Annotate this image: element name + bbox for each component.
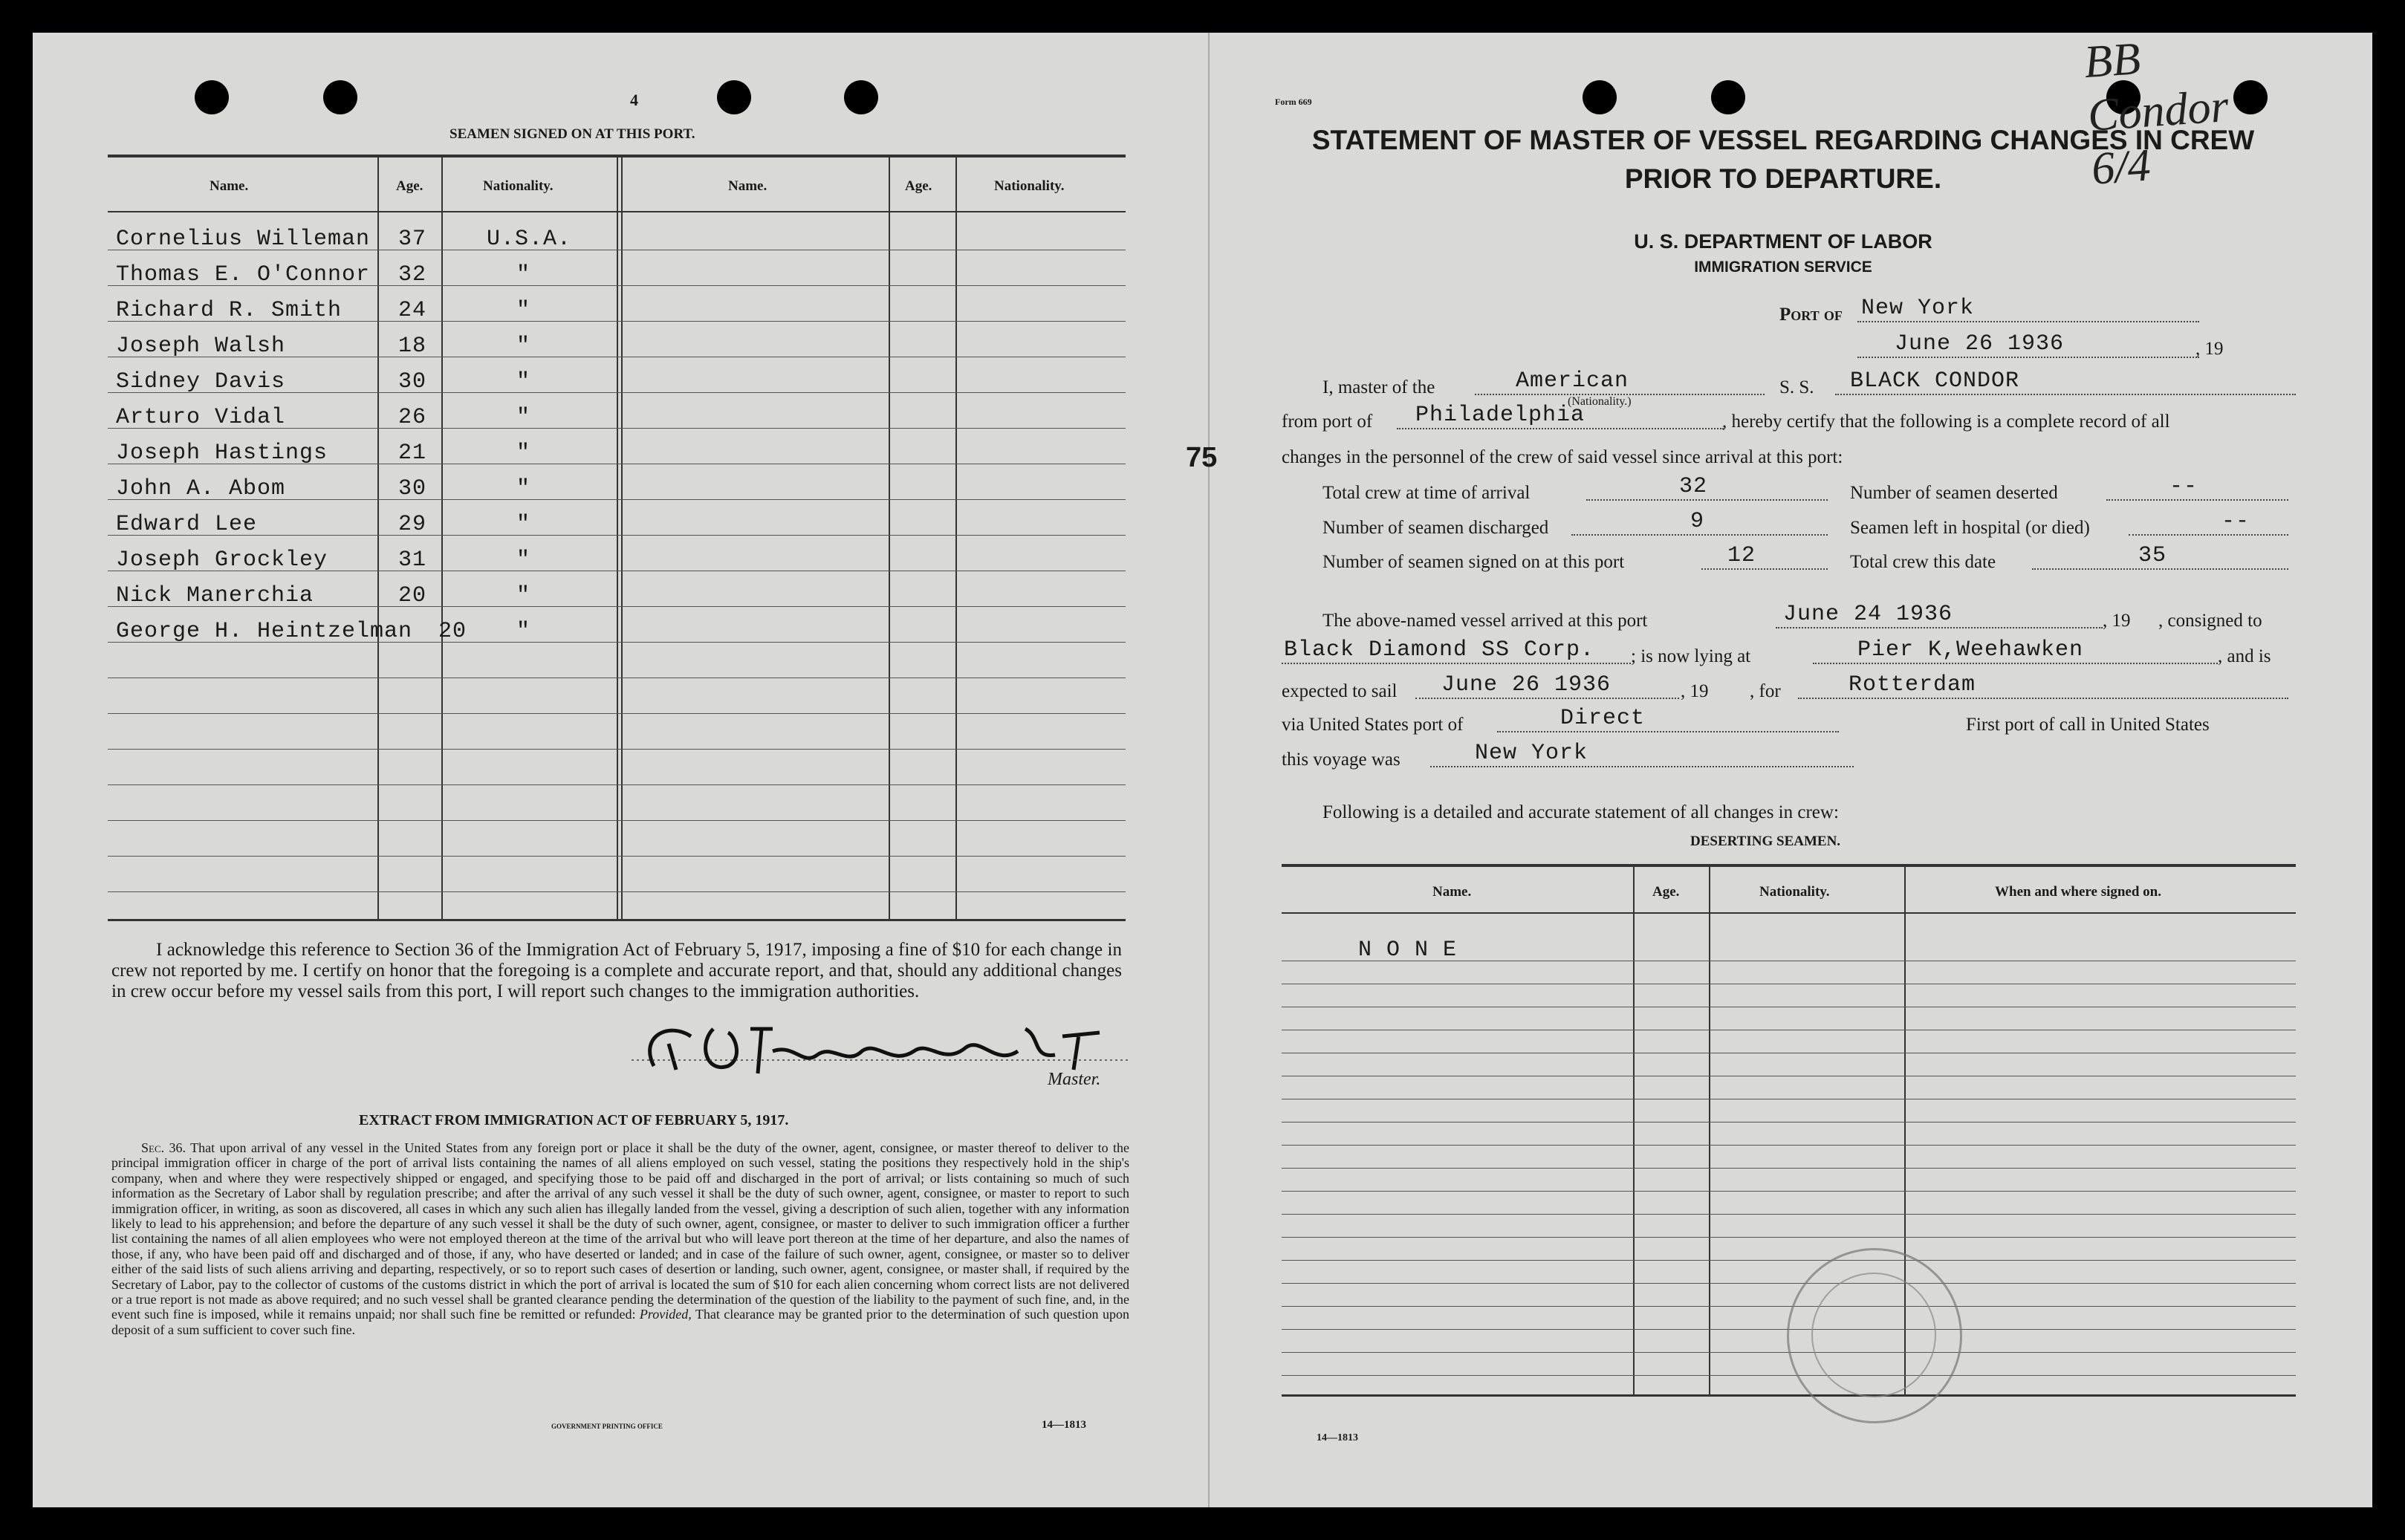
total-crew-date-value: 35 xyxy=(2138,543,2167,568)
seaman-age: 18 xyxy=(398,334,427,359)
deserting-table-top xyxy=(1282,864,2296,867)
deserting-col-nationality: Nationality. xyxy=(1759,884,1830,900)
column-rule xyxy=(617,157,618,919)
following-text: Following is a detailed and accurate statement of all changes in crew: xyxy=(1322,802,1839,822)
form-number: Form 669 xyxy=(1275,97,1312,107)
right-form-code: 14—1813 xyxy=(1317,1432,1358,1443)
column-rule xyxy=(955,157,957,919)
deserting-header-rule xyxy=(1282,912,2296,914)
immigration-stamp xyxy=(1787,1248,1962,1423)
seaman-age: 24 xyxy=(398,298,427,323)
col-header-nationality-2: Nationality. xyxy=(994,178,1065,194)
arrived-year-suffix: , 19 xyxy=(2103,611,2131,631)
ship-name: BLACK CONDOR xyxy=(1850,368,2020,394)
handwritten-note: BB Condor 6/4 xyxy=(2082,33,2230,195)
discharged-label: Number of seamen discharged xyxy=(1322,518,1549,538)
date-value: June 26 1936 xyxy=(1895,331,2065,357)
punch-hole xyxy=(844,80,878,114)
row-rule xyxy=(108,749,1126,750)
deserting-col-age: Age. xyxy=(1652,884,1680,900)
hospital-line xyxy=(2129,534,2288,536)
via-value: Direct xyxy=(1560,706,1646,731)
from-port-line xyxy=(1397,428,1724,429)
seaman-age: 32 xyxy=(398,262,427,287)
first-port-label: First port of call in United States xyxy=(1966,715,2210,735)
from-port-label: from port of xyxy=(1282,412,1373,432)
ss-label: S. S. xyxy=(1779,377,1814,397)
column-rule xyxy=(441,157,443,919)
row-rule xyxy=(108,535,1126,536)
master-signature xyxy=(624,1014,1189,1081)
lying-value: Pier K,Weehawken xyxy=(1857,637,2084,663)
total-crew-date-label: Total crew this date xyxy=(1850,552,1996,572)
deserted-label: Number of seamen deserted xyxy=(1850,483,2058,503)
deserting-row-rule xyxy=(1282,1283,2296,1284)
extract-section: Sec. 36. xyxy=(141,1140,186,1155)
department-name: U. S. DEPARTMENT OF LABOR xyxy=(1634,230,1932,253)
for-value: Rotterdam xyxy=(1849,672,1976,698)
port-label: Port of xyxy=(1779,305,1843,325)
changes-text: changes in the personnel of the crew of said vessel since arrival at this port: xyxy=(1282,447,1843,467)
column-rule xyxy=(621,157,623,919)
deserting-row-rule xyxy=(1282,1145,2296,1146)
margin-number: 75 xyxy=(1186,442,1218,473)
left-form-code: 14—1813 xyxy=(1042,1419,1086,1431)
column-rule xyxy=(377,157,379,919)
voyage-line xyxy=(1430,766,1854,767)
seaman-nationality: " xyxy=(516,298,531,323)
seaman-name: Joseph Hastings xyxy=(116,441,328,466)
nationality-value: American xyxy=(1516,368,1629,394)
and-is-label: , and is xyxy=(2218,646,2271,666)
deserting-row-rule xyxy=(1282,1214,2296,1215)
seaman-nationality: " xyxy=(516,405,531,430)
seaman-nationality: " xyxy=(516,369,531,394)
seaman-age: 30 xyxy=(398,476,427,501)
extract-tail: That clearance may be granted prior to the determination of such question upon deposit of a sum sufficient to cover such fine. xyxy=(111,1307,1129,1337)
total-crew-arrival-label: Total crew at time of arrival xyxy=(1322,483,1531,503)
column-rule xyxy=(889,157,890,919)
expected-line xyxy=(1415,698,1679,699)
punch-hole xyxy=(717,80,751,114)
deserting-row-rule xyxy=(1282,1237,2296,1238)
seaman-name: John A. Abom xyxy=(116,476,286,501)
col-header-name: Name. xyxy=(210,178,249,194)
seaman-age: 37 xyxy=(398,227,427,252)
deserting-column-rule xyxy=(1633,867,1635,1394)
seaman-name: Joseph Walsh xyxy=(116,334,286,359)
voyage-label: this voyage was xyxy=(1282,750,1401,770)
seaman-nationality: " xyxy=(516,334,531,359)
row-rule xyxy=(108,784,1126,785)
extract-text xyxy=(111,1140,1129,1337)
certify-text: , hereby certify that the following is a complete record of all xyxy=(1722,412,2170,432)
seaman-nationality: " xyxy=(516,262,531,287)
extract-title: EXTRACT FROM IMMIGRATION ACT OF FEBRUARY 5, 1917. xyxy=(359,1112,789,1128)
seaman-nationality: " xyxy=(516,619,531,644)
master-prefix: I, master of the xyxy=(1322,377,1435,397)
form-title-line1: STATEMENT OF MASTER OF VESSEL REGARDING CHANGES IN CREW xyxy=(1311,125,2255,155)
service-name: IMMIGRATION SERVICE xyxy=(1694,259,1872,276)
page-number: 4 xyxy=(630,91,638,109)
consignee-line xyxy=(1282,663,1631,664)
year-suffix: , 19 xyxy=(2195,339,2224,359)
hospital-value: -- xyxy=(2221,509,2250,534)
expected-year-suffix: , 19 xyxy=(1681,681,1709,701)
master-label: Master. xyxy=(1048,1070,1101,1089)
arrived-value: June 24 1936 xyxy=(1783,602,1953,627)
deserting-col-when-where: When and where signed on. xyxy=(1995,884,2162,900)
lying-line xyxy=(1813,663,2218,664)
punch-hole xyxy=(195,80,229,114)
expected-value: June 26 1936 xyxy=(1441,672,1612,698)
col-header-nationality: Nationality. xyxy=(483,178,554,194)
deserting-row-rule xyxy=(1282,1168,2296,1169)
discharged-value: 9 xyxy=(1690,509,1705,534)
seaman-name: Arturo Vidal xyxy=(116,405,286,430)
signed-on-line xyxy=(1701,568,1828,570)
deserting-heading: DESERTING SEAMEN. xyxy=(1690,834,1841,849)
seaman-age: 29 xyxy=(398,512,427,537)
seaman-age: 20 xyxy=(398,583,427,608)
table-bottom-rule xyxy=(108,919,1126,921)
expected-label: expected to sail xyxy=(1282,681,1398,701)
seaman-age: 20 xyxy=(438,619,467,644)
punch-hole xyxy=(1583,80,1617,114)
deserted-value: -- xyxy=(2169,474,2198,499)
seamen-signed-heading: SEAMEN SIGNED ON AT THIS PORT. xyxy=(449,126,695,142)
lying-label: ; is now lying at xyxy=(1631,646,1751,666)
row-rule xyxy=(108,856,1126,857)
deserting-column-rule xyxy=(1709,867,1710,1394)
row-rule xyxy=(108,891,1126,892)
deserted-line xyxy=(2106,499,2288,501)
total-crew-arrival-value: 32 xyxy=(1679,474,1708,499)
ship-line xyxy=(1835,394,2296,395)
for-line xyxy=(1798,698,2288,699)
seaman-name: Sidney Davis xyxy=(116,369,286,394)
seaman-age: 21 xyxy=(398,441,427,466)
signed-on-value: 12 xyxy=(1727,543,1756,568)
seaman-name: Cornelius Willeman xyxy=(116,227,371,252)
discharged-line xyxy=(1571,534,1828,536)
consigned-label: , consigned to xyxy=(2158,611,2262,631)
port-value: New York xyxy=(1861,296,1975,321)
signed-on-label: Number of seamen signed on at this port xyxy=(1322,552,1625,572)
voyage-value: New York xyxy=(1475,741,1588,766)
total-crew-arrival-line xyxy=(1586,499,1828,501)
form-title-line2: PRIOR TO DEPARTURE. xyxy=(1624,163,1942,194)
seaman-age: 26 xyxy=(398,405,427,430)
seaman-nationality: " xyxy=(516,441,531,466)
punch-hole xyxy=(1711,80,1745,114)
seaman-nationality: " xyxy=(516,583,531,608)
for-label: , for xyxy=(1750,681,1781,701)
deserting-table-bottom xyxy=(1282,1394,2296,1397)
seaman-age: 31 xyxy=(398,548,427,573)
seaman-nationality: " xyxy=(516,512,531,537)
hospital-label: Seamen left in hospital (or died) xyxy=(1850,518,2090,538)
seaman-nationality: " xyxy=(516,476,531,501)
seaman-name: Richard R. Smith xyxy=(116,298,343,323)
date-line xyxy=(1857,357,2199,358)
deserting-row-rule xyxy=(1282,1375,2296,1376)
col-header-age-2: Age. xyxy=(905,178,932,194)
seaman-name: Edward Lee xyxy=(116,512,258,537)
arrived-label: The above-named vessel arrived at this port xyxy=(1322,611,1648,631)
punch-hole xyxy=(323,80,357,114)
page-fold xyxy=(1208,33,1210,1507)
acknowledgment-text: I acknowledge this reference to Section 36 of the Immigration Act of February 5, 1917, imposing a fine of $10 for each change in crew not reported by me. I certify on honor that the foregoing is a complete and accurate report, and that, should any additional changes in crew occur before my vessel sails from this port, I will report such changes to the immigration authorities. xyxy=(111,940,1122,1001)
col-header-name-2: Name. xyxy=(728,178,767,194)
total-crew-date-line xyxy=(2032,568,2288,570)
port-line xyxy=(1857,321,2199,322)
deserting-col-name: Name. xyxy=(1432,884,1472,900)
via-line xyxy=(1497,731,1839,732)
seaman-name: George H. Heintzelman xyxy=(116,619,413,644)
seaman-nationality: " xyxy=(516,548,531,573)
extract-provided: Provided, xyxy=(639,1307,692,1322)
seaman-name: Nick Manerchia xyxy=(116,583,314,608)
seaman-name: Thomas E. O'Connor xyxy=(116,262,371,287)
printer-credit: GOVERNMENT PRINTING OFFICE xyxy=(551,1423,663,1430)
deserting-entry: N O N E xyxy=(1358,938,1458,963)
via-label: via United States port of xyxy=(1282,715,1464,735)
row-rule xyxy=(108,713,1126,714)
seaman-age: 30 xyxy=(398,369,427,394)
nationality-caption: (Nationality.) xyxy=(1568,395,1632,408)
extract-body: That upon arrival of any vessel in the United States from any foreign port or place it shall be the duty of the owner, agent, consignee, or master thereof to deliver to the principal immigration officer in charge of the port of arrival lists containing the names of all aliens employed on such vessel, stating the positions they respectively hold in the ship's company, when and where they were respectively shipped or engaged, and specifying those to be paid off and discharged in the port of arrival; or lists containing so much of such information as the Secretary of Labor shall by regulation prescribe; and after the arrival of any such vessel it shall be the duty of such owner, agent, consignee, or master to report to such immigration officer, in writing, as soon as discovered, all cases in which any such alien has illegally landed from the vessel, giving a description of such alien, together with any information likely to lead to his apprehension; and before the departure of any such vessel it shall be the duty of such owner, agent, consignee, or master to deliver to such immigration officer a further list containing the names of all alien employees who were not employed thereon at the time of the arrival but who will leave port thereon at the time of her departure, and also the names of those, if any, who have been paid off and discharged and of those, if any, who have deserted or landed; and in case of the failure of such owner, agent, consignee, or master so to deliver either of the said lists of such aliens arriving and departing, respectively, or so to report such cases of desertion or landing, such owner, agent, consignee, or master shall, if required by the Secretary of Labor, pay to the collector of customs of the customs district in which the port of arrival is located the sum of $10 for each alien concerning whom correct lists are not delivered or a true report is not made as above required; and no such vessel shall be granted clearance pending the determination of the question of the liability to the payment of such fine, and, in the event such fine is imposed, while it remains unpaid; nor shall such fine be remitted or refunded: xyxy=(111,1140,1130,1322)
col-header-age: Age. xyxy=(396,178,423,194)
deserting-row-rule xyxy=(1282,1191,2296,1192)
arrived-line xyxy=(1776,627,2103,628)
consignee-value: Black Diamond SS Corp. xyxy=(1284,637,1595,663)
row-rule xyxy=(108,820,1126,821)
deserting-row-rule xyxy=(1282,1306,2296,1307)
seaman-name: Joseph Grockley xyxy=(116,548,328,573)
seaman-nationality: U.S.A. xyxy=(487,227,572,252)
deserting-row-rule xyxy=(1282,1260,2296,1261)
from-port-value: Philadelphia xyxy=(1415,403,1586,428)
